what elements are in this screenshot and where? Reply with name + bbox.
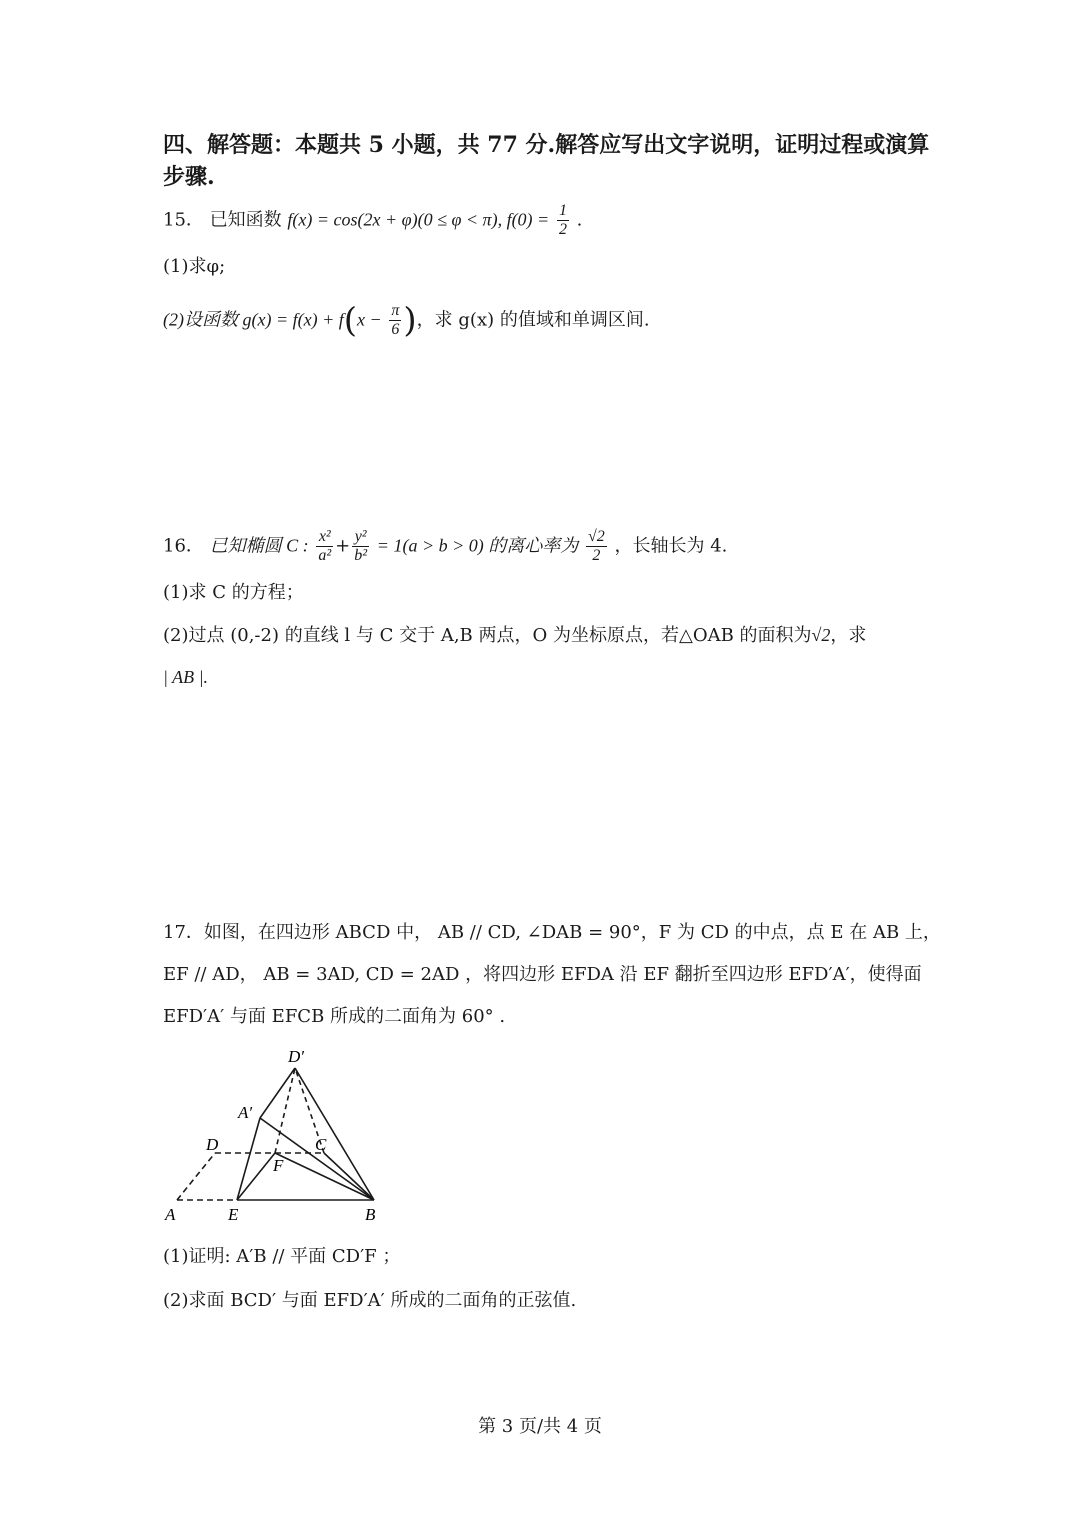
- q16-part2: [163, 622, 866, 649]
- q16-part2-c: | AB |.: [163, 667, 209, 687]
- q16-part2-b: ，求: [830, 625, 867, 646]
- label-D-prime: D′: [288, 1047, 304, 1066]
- edge-EF: [237, 1153, 275, 1200]
- q15-end: .: [576, 209, 583, 231]
- q15-frac-den: 2: [558, 221, 567, 238]
- q17-line2: EF // AD， AB = 3AD, CD = 2AD ，将四边形 EFDA 沿 EF 翻折至四边形 EFD′A′，使得面: [163, 964, 922, 985]
- q15-part2-frac-den: 6: [391, 321, 400, 338]
- q16-x-fraction: [316, 528, 333, 565]
- label-D: D: [206, 1135, 219, 1154]
- q15-part2: [163, 302, 650, 339]
- q16-part2-a: (2)过点 (0,-2) 的直线 l 与 C 交于 A,B 两点，O 为坐标原点，若△OAB 的面积为: [163, 625, 812, 646]
- edge-DpB: [295, 1068, 374, 1200]
- q16-statement: [163, 528, 727, 565]
- q16-x-den: a²: [318, 547, 332, 564]
- q16-y-num: y²: [352, 528, 369, 547]
- q15-part2-a: (2)设函数 g(x) = f(x) + f: [163, 309, 344, 330]
- q15-paren-close: ): [403, 300, 417, 341]
- q16-tail: ，长轴长为 4.: [614, 535, 728, 557]
- section-heading-line1: 四、解答题：本题共 5 小题，共 77 分.解答应写出文字说明，证明过程或演算: [163, 132, 930, 158]
- q15-intro: 已知函数: [209, 209, 282, 231]
- q16-plus: +: [335, 535, 351, 557]
- q15-paren-open: (: [343, 300, 358, 341]
- q15-fraction: [557, 202, 569, 239]
- q16-x-num: x²: [316, 528, 333, 547]
- q16-y-fraction: [352, 528, 369, 565]
- q15-part2-inner: x −: [357, 309, 382, 330]
- q16-part2-sqrt: √2: [811, 625, 831, 645]
- q15-part2-b: ，求 g(x) 的值域和单调区间.: [416, 309, 650, 331]
- edge-ApDp: [260, 1068, 295, 1118]
- label-C: C: [315, 1135, 327, 1154]
- q17-line3: EFD′A′ 与面 EFCB 所成的二面角为 60° .: [163, 1006, 506, 1027]
- q16-eq: = 1(a > b > 0) 的离心率为: [376, 535, 579, 556]
- label-B: B: [365, 1205, 376, 1224]
- q15-part1: (1)求φ;: [163, 256, 226, 277]
- label-A-prime: A′: [238, 1103, 253, 1122]
- q17-part2: (2)求面 BCD′ 与面 EFD′A′ 所成的二面角的正弦值.: [163, 1290, 577, 1311]
- q17-line1: 17．如图，在四边形 ABCD 中， AB // CD, ∠DAB = 90°，F 为 CD 的中点，点 E 在 AB 上，: [163, 922, 941, 943]
- edge-EAp: [237, 1118, 260, 1200]
- page-footer: 第 3 页/共 4 页: [478, 1416, 602, 1437]
- q15-part2-fraction: [389, 302, 401, 339]
- q16-intro: 已知椭圆 C :: [209, 535, 309, 556]
- q15-statement: [163, 202, 582, 239]
- q16-e-num: √2: [587, 528, 605, 545]
- q15-part2-frac-num: π: [391, 302, 400, 319]
- edge-AD: [177, 1153, 215, 1200]
- q16-e-fraction: [586, 528, 607, 565]
- q17-geometry-figure: [150, 1040, 410, 1230]
- q16-part1: (1)求 C 的方程；: [163, 582, 304, 603]
- q17-part1: (1)证明: A′B // 平面 CD′F ；: [163, 1246, 401, 1267]
- q15-frac-num: 1: [558, 202, 567, 219]
- q15-number: 15．: [163, 209, 204, 231]
- q16-number: 16．: [163, 535, 204, 557]
- label-E: E: [228, 1205, 239, 1224]
- edge-CB: [324, 1153, 374, 1200]
- q15-function: f(x) = cos(2x + φ)(0 ≤ φ < π), f(0) =: [287, 209, 550, 230]
- q16-y-den: b²: [354, 547, 368, 564]
- label-F: F: [273, 1156, 284, 1175]
- q16-e-den: 2: [592, 547, 601, 564]
- label-A: A: [165, 1205, 176, 1224]
- section-heading-line2: 步骤.: [163, 164, 215, 190]
